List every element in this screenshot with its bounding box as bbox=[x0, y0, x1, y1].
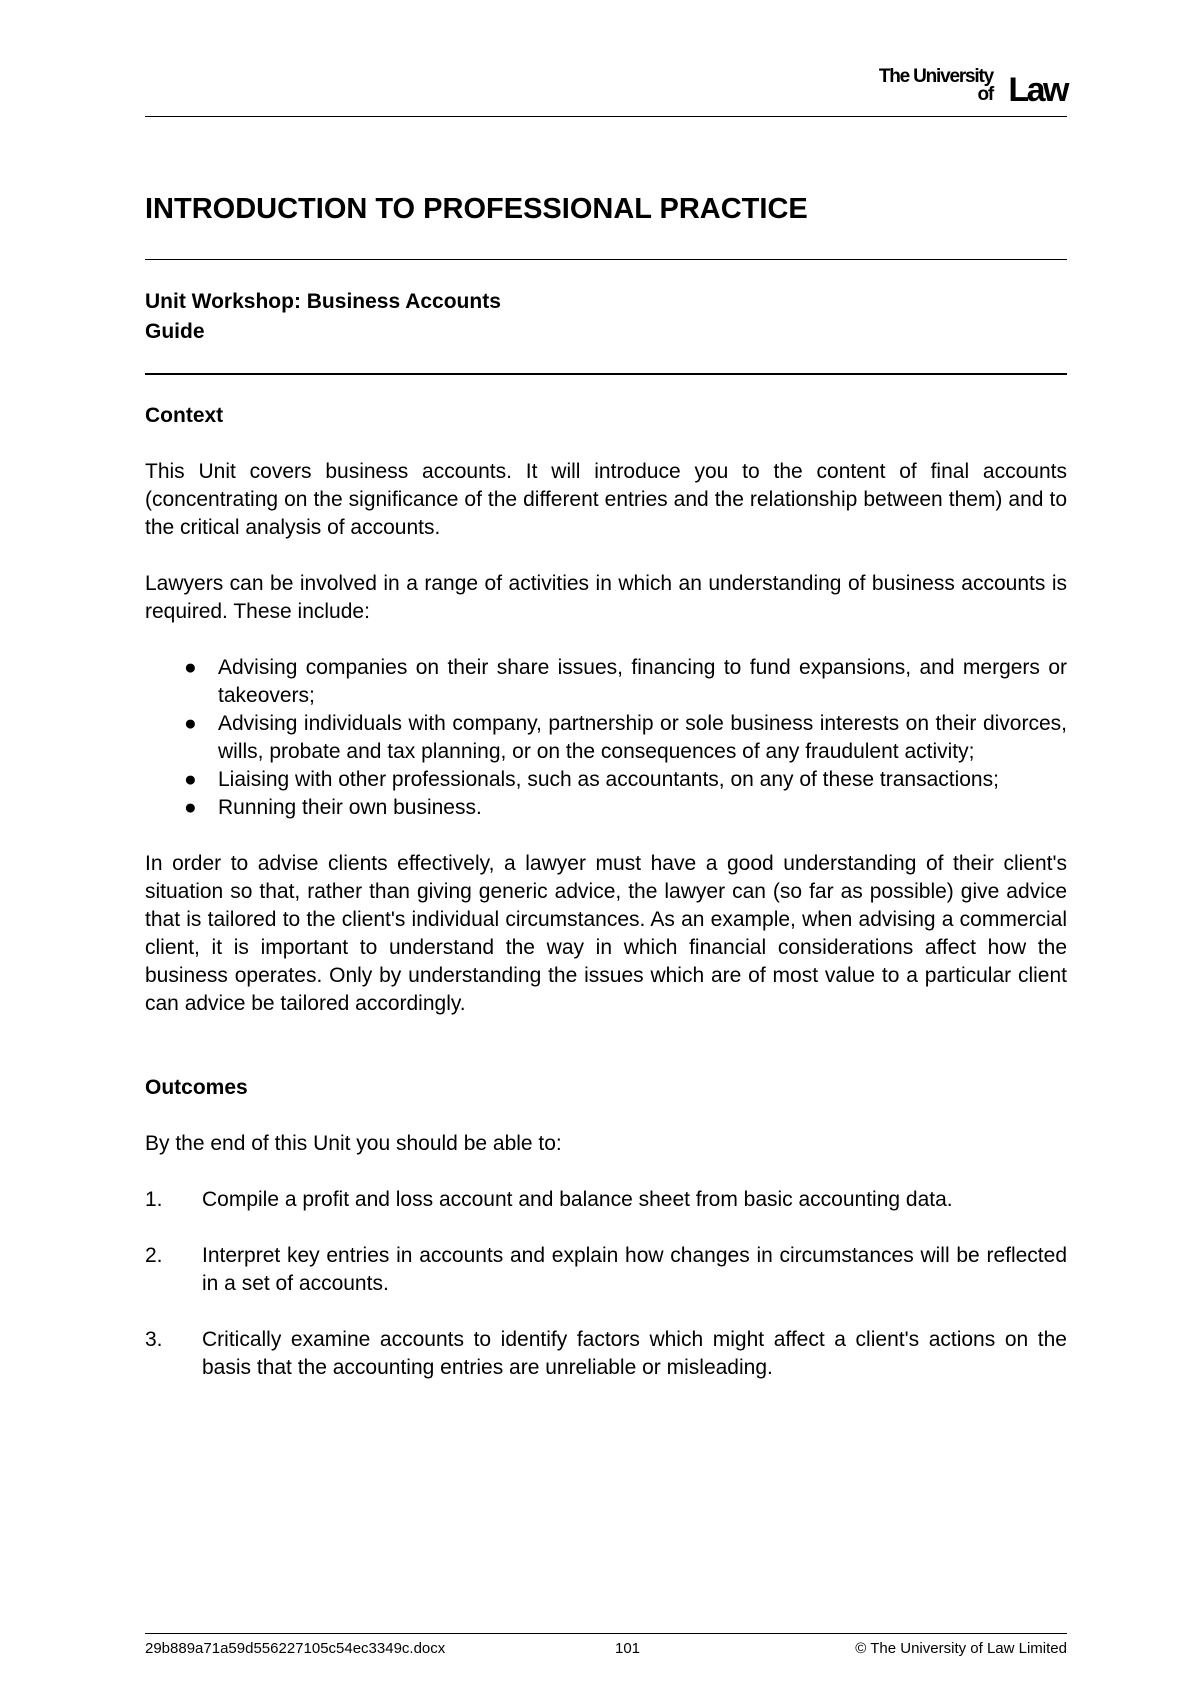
document-body bbox=[145, 402, 1067, 1410]
logo-text-of: of bbox=[977, 84, 993, 105]
list-number: 3. bbox=[145, 1328, 163, 1351]
list-item-text: Interpret key entries in accounts and explain how changes in circumstances will be reflected in a set of accounts. bbox=[202, 1244, 1067, 1295]
list-item bbox=[145, 1326, 1067, 1382]
header-divider bbox=[145, 116, 1067, 117]
subtitle-divider bbox=[145, 373, 1067, 375]
logo-text-the-university: The University bbox=[878, 66, 993, 87]
list-item-text: Advising companies on their share issues, financing to fund expansions, and mergers or takeovers; bbox=[218, 656, 1067, 707]
list-item-text: Liaising with other professionals, such as accountants, on any of these transactions; bbox=[218, 768, 999, 791]
university-of-law-logo bbox=[867, 66, 1067, 108]
bullet-icon: ● bbox=[184, 712, 197, 735]
outcomes-heading: Outcomes bbox=[145, 1076, 248, 1099]
footer-page-number: 101 bbox=[615, 1640, 641, 1657]
list-item bbox=[145, 654, 1067, 710]
list-item bbox=[145, 1186, 1067, 1214]
footer-copyright: © The University of Law Limited bbox=[855, 1640, 1067, 1657]
context-paragraph-3: In order to advise clients effectively, a lawyer must have a good understanding of their client's situation so that, rather than giving generic advice, the lawyer can (so far as possible) give advice that is tailored to the client's individual circumstances. As an example, when advising a commercial client, it is important to understand the way in which financial considerations affect how the business operates. Only by understanding the issues which are of most value to a particular client can advice be tailored accordingly. bbox=[145, 852, 1067, 1015]
outcomes-intro: By the end of this Unit you should be able to: bbox=[145, 1132, 562, 1155]
list-item-text: Compile a profit and loss account and balance sheet from basic accounting data. bbox=[202, 1188, 953, 1211]
list-item-text: Advising individuals with company, partnership or sole business interests on their divorces, wills, probate and tax planning, or on the consequences of any fraudulent activity; bbox=[218, 712, 1067, 763]
bullet-icon: ● bbox=[184, 768, 197, 791]
list-item-text: Running their own business. bbox=[218, 796, 482, 819]
context-paragraph-1: This Unit covers business accounts. It will introduce you to the content of final accounts (concentrating on the significance of the different entries and the relationship between them) and to the critical analysis of accounts. bbox=[145, 460, 1067, 539]
document-page bbox=[145, 0, 1067, 1698]
context-heading: Context bbox=[145, 404, 224, 427]
subtitle-line-1: Unit Workshop: Business Accounts bbox=[145, 290, 501, 313]
list-item bbox=[145, 710, 1067, 766]
list-number: 1. bbox=[145, 1188, 163, 1211]
bullet-icon: ● bbox=[184, 656, 197, 679]
section-spacer bbox=[145, 1046, 1067, 1074]
page-title: INTRODUCTION TO PROFESSIONAL PRACTICE bbox=[145, 193, 808, 225]
subtitle bbox=[145, 287, 501, 347]
logo-text-law: Law bbox=[1008, 71, 1067, 109]
title-divider bbox=[145, 259, 1067, 260]
list-item bbox=[145, 766, 1067, 794]
context-paragraph-2: Lawyers can be involved in a range of activities in which an understanding of business accounts is required. These include: bbox=[145, 572, 1067, 623]
list-item-text: Critically examine accounts to identify factors which might affect a client's actions on the basis that the accounting entries are unreliable or misleading. bbox=[202, 1328, 1067, 1379]
footer-divider bbox=[145, 1633, 1067, 1634]
subtitle-line-2: Guide bbox=[145, 320, 205, 343]
footer-filename: 29b889a71a59d556227105c54ec3349c.docx bbox=[145, 1640, 446, 1657]
list-item bbox=[145, 1242, 1067, 1298]
outcomes-numbered-list bbox=[145, 1186, 1067, 1382]
list-number: 2. bbox=[145, 1244, 163, 1267]
bullet-icon: ● bbox=[184, 796, 197, 819]
activities-bullet-list bbox=[145, 654, 1067, 822]
list-item bbox=[145, 794, 1067, 822]
